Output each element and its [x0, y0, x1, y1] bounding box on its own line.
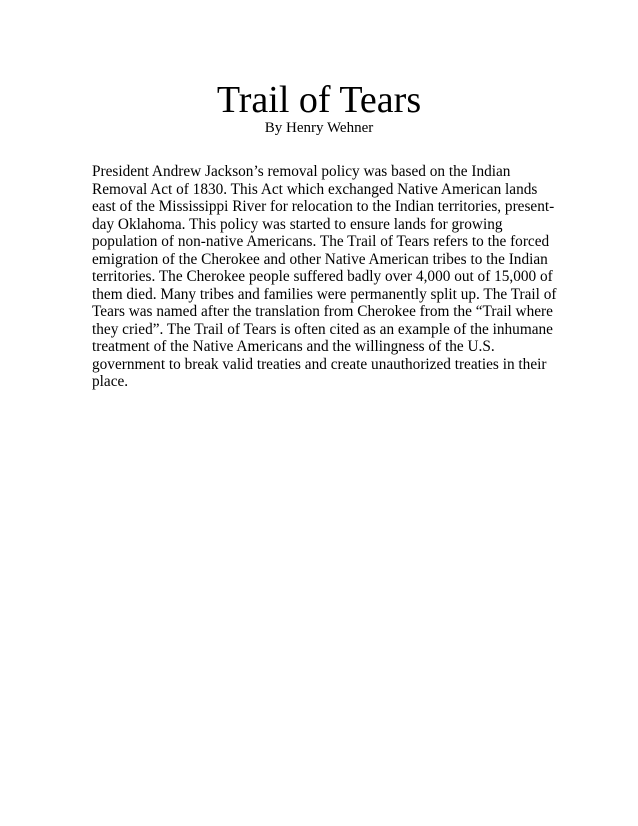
paragraph-line: east of the Mississippi River for relocation to the Indian territories, present- [92, 198, 555, 215]
paragraph-line: emigration of the Cherokee and other Native American tribes to the Indian [92, 250, 548, 268]
document-byline: By Henry Wehner [264, 120, 374, 136]
paragraph-line: them died. Many tribes and families were permanently split up. The Trail of [92, 285, 557, 303]
body-paragraph [92, 163, 557, 391]
paragraph-line: Removal Act of 1830. This Act which exchanged Native American lands [92, 180, 538, 198]
paragraph-line: territories. The Cherokee people suffered badly over 4,000 out of 15,000 of [92, 268, 553, 285]
paragraph-line: population of non-native Americans. The Trail of Tears refers to the forced [92, 233, 550, 250]
paragraph-line: President Andrew Jackson’s removal policy was based on the Indian [92, 163, 511, 180]
paragraph-line: day Oklahoma. This policy was started to ensure lands for growing [92, 215, 503, 233]
paragraph-line: treatment of the Native Americans and the willingness of the U.S. [92, 338, 495, 355]
document-title: Trail of Tears [216, 79, 422, 121]
paragraph-line: Tears was named after the translation from Cherokee from the “Trail where [92, 303, 553, 320]
paragraph-line: they cried”. The Trail of Tears is often cited as an example of the inhumane [92, 320, 553, 338]
paragraph-line: government to break valid treaties and create unauthorized treaties in their [92, 355, 547, 373]
paragraph-line: place. [92, 373, 129, 390]
